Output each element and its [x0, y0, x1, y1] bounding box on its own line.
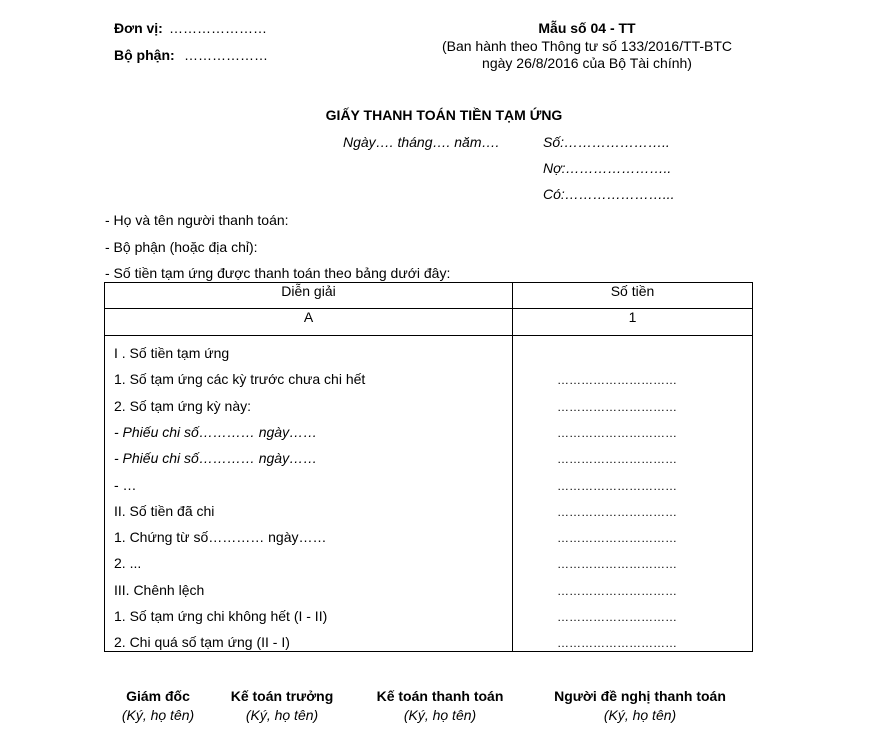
signature-title: Kế toán trưởng — [230, 688, 334, 704]
row-amount-field[interactable]: ………………………… — [557, 399, 677, 414]
row-description: 2. Chi quá số tạm ứng (II - I) — [114, 634, 290, 651]
settlement-table — [104, 282, 753, 652]
table-header-row — [105, 283, 753, 309]
row-amount-field[interactable]: ………………………… — [557, 610, 677, 624]
row-description: - … — [114, 476, 137, 493]
row-description: II. Số tiền đã chi — [114, 502, 215, 519]
col-description-header: Diễn giải — [105, 283, 513, 309]
row-amount-field[interactable]: ………………………… — [557, 583, 677, 598]
signature-title: Kế toán thanh toán — [376, 688, 504, 704]
signature-title: Người đề nghị thanh toán — [554, 688, 726, 704]
col-amount-code: 1 — [513, 309, 753, 336]
row-description: - Phiếu chi số………… ngày…… — [114, 450, 318, 467]
signature-note: (Ký, họ tên) — [403, 707, 477, 723]
row-description: I . Số tiền tạm ứng — [114, 345, 230, 361]
signature-note: (Ký, họ tên) — [121, 707, 195, 723]
table-subheader-row — [105, 309, 753, 336]
row-description: - Phiếu chi số………… ngày…… — [114, 423, 318, 440]
table-body-row — [105, 336, 753, 652]
col-amount-header: Số tiền — [513, 283, 753, 309]
document-title: GIẤY THANH TOÁN TIỀN TẠM ỨNG — [325, 107, 563, 123]
debit-account-field[interactable]: Nợ:………………….. — [543, 160, 672, 176]
issued-by-line1: (Ban hành theo Thông tư số 133/2016/TT-BTC — [441, 38, 733, 54]
description-cell — [105, 336, 513, 652]
row-description: 1. Chứng từ số………… ngày…… — [114, 529, 327, 546]
unit-field[interactable]: ………………… — [169, 20, 267, 36]
department-field[interactable]: ……………… — [184, 47, 268, 63]
row-description: 2. ... — [114, 555, 142, 572]
signature-title: Giám đốc — [126, 688, 190, 704]
row-amount-field[interactable]: ………………………… — [557, 636, 677, 651]
unit-label: Đơn vị: — [114, 20, 163, 36]
row-amount-field[interactable]: ………………………… — [557, 557, 677, 572]
form-code: Mẫu số 04 - TT — [538, 20, 636, 36]
department-label: Bộ phận: — [114, 47, 175, 63]
row-amount-field[interactable]: ………………………… — [557, 504, 677, 519]
row-amount-field[interactable]: ………………………… — [557, 425, 677, 440]
row-amount-field[interactable]: ………………………… — [557, 531, 677, 546]
row-amount-field[interactable]: ………………………… — [557, 452, 677, 467]
credit-account-field[interactable]: Có:…………………... — [543, 186, 675, 202]
row-description: 1. Số tạm ứng chi không hết (I - II) — [114, 608, 328, 624]
amount-cell — [513, 336, 753, 652]
signature-note: (Ký, họ tên) — [603, 707, 677, 723]
advance-amount-line: - Số tiền tạm ứng được thanh toán theo bảng dưới đây: — [105, 265, 451, 281]
department-address-line[interactable]: - Bộ phận (hoặc địa chỉ): — [105, 239, 258, 255]
date-line[interactable]: Ngày…. tháng…. năm…. — [343, 134, 500, 150]
row-description: III. Chênh lệch — [114, 581, 205, 598]
payer-name-line[interactable]: - Họ và tên người thanh toán: — [105, 212, 289, 228]
issued-by-line2: ngày 26/8/2016 của Bộ Tài chính) — [482, 55, 692, 71]
signature-note: (Ký, họ tên) — [245, 707, 319, 723]
row-description: 1. Số tạm ứng các kỳ trước chưa chi hết — [114, 371, 366, 388]
row-amount-field[interactable]: ………………………… — [557, 478, 677, 493]
row-amount-field[interactable]: ………………………… — [557, 373, 677, 388]
row-description: 2. Số tạm ứng kỳ này: — [114, 397, 251, 414]
col-description-code: A — [105, 309, 513, 336]
ref-number-field[interactable]: Số:………………….. — [543, 134, 670, 150]
